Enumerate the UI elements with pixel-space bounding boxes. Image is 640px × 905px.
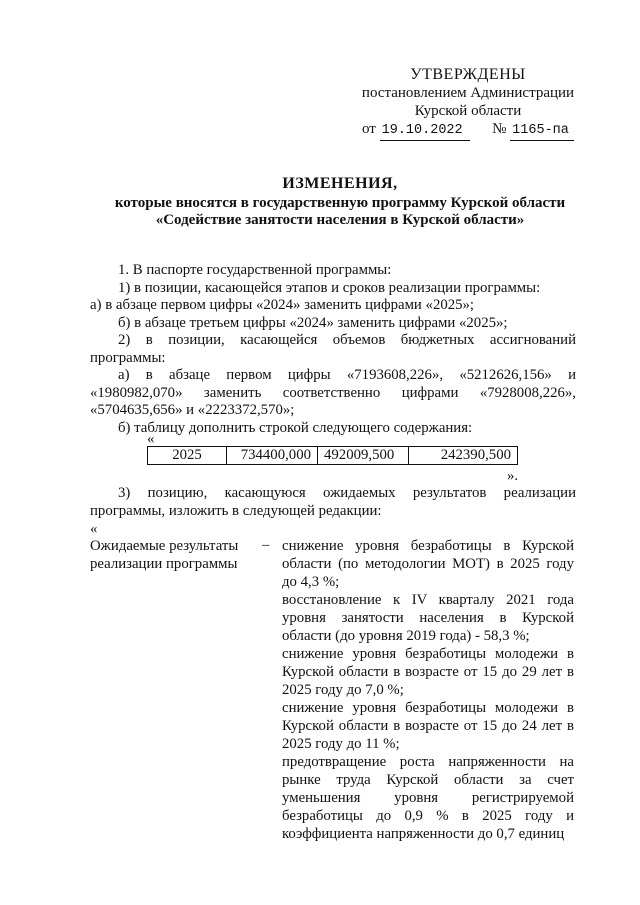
results-dash: – — [262, 537, 270, 553]
table-cell-federal: 492009,500 — [318, 447, 409, 465]
table-row — [148, 447, 518, 465]
result-item: снижение уровня безработицы молодежи в Курской области в возрасте от 15 до 29 лет в 2025 году до 7,0 %; — [282, 646, 574, 698]
approval-line-1: постановлением Администрации — [361, 85, 575, 101]
date-prefix: от — [362, 121, 376, 137]
budget-table-row — [147, 446, 518, 465]
document-body — [90, 262, 576, 437]
result-item: снижение уровня безработицы молодежи в Курской области в возрасте от 15 до 24 лет в 2025 году до 11 %; — [282, 700, 574, 752]
heading-line-1: которые вносятся в государственную программу Курской области — [114, 194, 566, 211]
quote-open-2: « — [90, 521, 98, 537]
result-item: снижение уровня безработицы в Курской области (по методологии МОТ) в 2025 году до 4,3 %; — [282, 538, 574, 590]
approval-number: 1165-па — [510, 122, 574, 141]
result-item: восстановление к IV кварталу 2021 года уровня занятости населения в Курской области (до уровня 2019 года) - 58,3 %; — [282, 592, 574, 644]
paragraph-2: 1) в позиции, касающейся этапов и сроков реализации программы: — [118, 279, 541, 296]
approval-date: 19.10.2022 — [380, 122, 470, 141]
results-label: Ожидаемые результаты реализации программы — [90, 538, 239, 572]
heading-title: ИЗМЕНЕНИЯ, — [282, 175, 398, 192]
paragraph-3: а) в абзаце первом цифры «2024» заменить цифрами «2025»; — [90, 297, 475, 313]
paragraph-6: а) в абзаце первом цифры «7193608,226», «5212626,156» и «1980982,070» заменить соответственно цифрами «7928008,226», «5704635,656» и «2223372,570»; — [90, 367, 576, 418]
paragraph-4: б) в абзаце третьем цифры «2024» заменить цифрами «2025»; — [118, 314, 508, 331]
table-cell-regional: 242390,500 — [409, 447, 518, 465]
number-prefix: № — [492, 121, 507, 137]
result-item: предотвращение роста напряженности на рынке труда Курской области за счет уменьшения уровня регистрируемой безработицы до 0,9 % в 2025 году и коэффициента напряженности до 0,7 единиц — [282, 754, 574, 842]
approval-title: УТВЕРЖДЕНЫ — [410, 66, 526, 83]
document-heading — [90, 175, 590, 230]
approval-date-line — [358, 120, 578, 141]
heading-line-2: «Содействие занятости населения в Курской области» — [155, 212, 525, 228]
quote-open: « — [147, 431, 155, 447]
table-cell-total: 734400,000 — [227, 447, 318, 465]
approval-line-2: Курской области — [414, 103, 522, 119]
paragraph-8: 3) позицию, касающуюся ожидаемых результатов реализации программы, изложить в следующей редакции: — [90, 485, 576, 519]
paragraph-1: 1. В паспорте государственной программы: — [118, 262, 392, 278]
table-cell-year: 2025 — [148, 447, 227, 465]
results-list — [282, 537, 574, 843]
paragraph-5: 2) в позиции, касающейся объемов бюджетных ассигнований программы: — [90, 332, 576, 366]
approval-stamp — [358, 66, 578, 141]
quote-close: ». — [507, 468, 519, 484]
paragraph-7: б) таблицу дополнить строкой следующего содержания: — [118, 419, 473, 436]
